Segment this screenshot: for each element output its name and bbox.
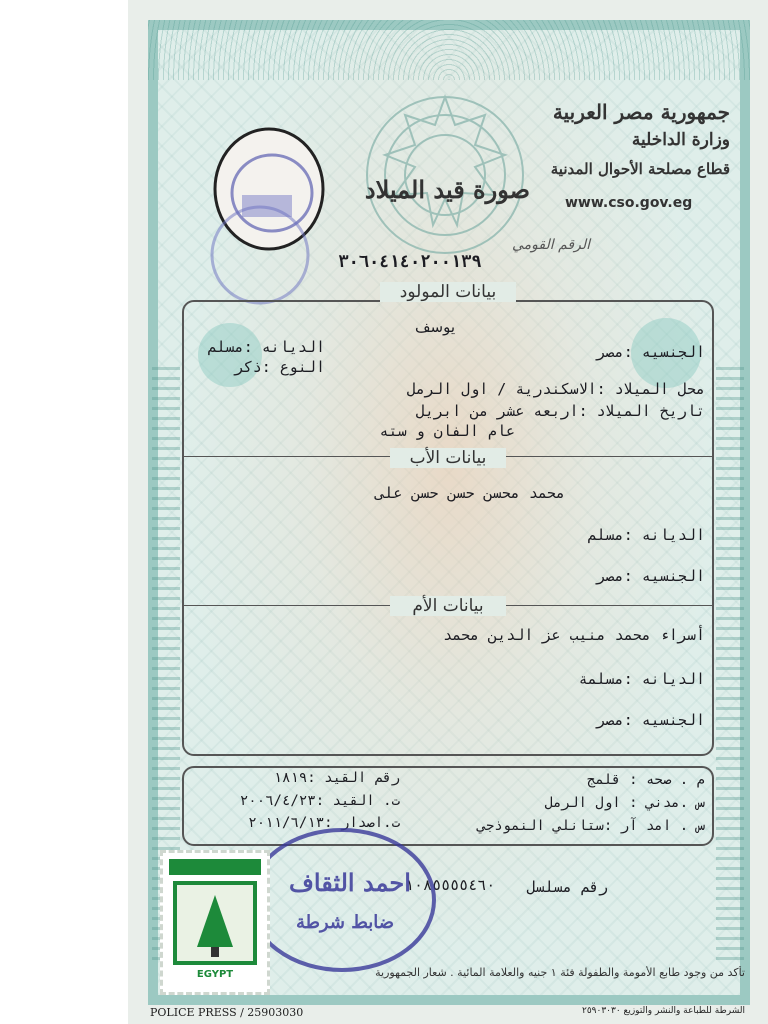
press-imprint: POLICE PRESS / 25903030 bbox=[150, 1006, 304, 1019]
record-number: رقم القيد :١٨١٩ bbox=[273, 770, 400, 786]
revenue-stamp bbox=[160, 850, 270, 995]
father-name: محمد محسن حسن حسن على bbox=[375, 484, 565, 502]
mother-religion: الديانه :مسلمة bbox=[578, 670, 705, 688]
issue-date: ت.اصدار :٢٠١١/٦/١٣ bbox=[248, 815, 400, 831]
newborn-religion: الديانه :مسلم bbox=[207, 338, 325, 356]
right-security-band bbox=[716, 360, 744, 960]
newborn-section-title: بيانات المولود bbox=[380, 282, 516, 302]
mother-name: أسراء محمد منيب عز الدين محمد bbox=[443, 626, 705, 644]
police-seal-icon bbox=[245, 825, 440, 975]
father-section-title: بيانات الأب bbox=[390, 448, 506, 468]
newborn-nationality: الجنسيه :مصر bbox=[596, 343, 705, 361]
father-nationality: الجنسيه :مصر bbox=[596, 567, 705, 585]
civil-office: س .مدني : اول الرمل bbox=[544, 795, 705, 811]
ministry-name: وزارة الداخلية bbox=[631, 130, 730, 150]
newborn-birthplace: محل الميلاد :الاسكندرية / اول الرمل bbox=[406, 380, 705, 398]
document-title: صورة قيد الميلاد bbox=[364, 175, 530, 204]
country-name: جمهورية مصر العربية bbox=[552, 100, 730, 124]
father-religion: الديانه :مسلم bbox=[587, 526, 705, 544]
stamp-tree-icon bbox=[173, 881, 257, 965]
record-date: ت. القيد :٢٠٠٦/٤/٢٣ bbox=[239, 793, 400, 809]
seal-officer-rank: ضابط شرطة bbox=[295, 912, 395, 933]
serial-number: ١٠٨٥٥٥٥٤٦٠ bbox=[405, 876, 496, 894]
top-guilloche-border bbox=[148, 20, 750, 80]
sector-name: قطاع مصلحة الأحوال المدنية bbox=[550, 160, 730, 178]
ministry-seal-icon bbox=[205, 200, 315, 310]
newborn-birthdate: تاريخ الميلاد :اربعه عشر من ابريل bbox=[416, 402, 705, 420]
health-office: م . صحه : قلمج bbox=[586, 772, 705, 788]
newborn-gender: النوع :ذكر bbox=[234, 358, 325, 376]
seal-officer-name: احمد الثقاف bbox=[289, 868, 411, 897]
serial-label: رقم مسلسل bbox=[526, 878, 608, 896]
mother-nationality: الجنسيه :مصر bbox=[596, 711, 705, 729]
website-url: www.cso.gov.eg bbox=[565, 195, 693, 211]
newborn-name: يوسف bbox=[414, 318, 456, 336]
national-id-value: ٣٠٦٠٤١٤٠٢٠٠١٣٩ bbox=[338, 252, 482, 272]
mother-section-title: بيانات الأم bbox=[390, 596, 506, 616]
secretary-office: س . امد آر :ستانلي النموذجي bbox=[477, 818, 705, 834]
national-id-label: الرقم القومي bbox=[512, 237, 590, 253]
stamp-country: EGYPT bbox=[196, 969, 234, 980]
scan-margin bbox=[0, 0, 128, 1024]
footer-notice: تأكد من وجود طابع الأمومة والطفولة فئة ١ جنيه والعلامة المائية . شعار الجمهورية bbox=[375, 966, 745, 979]
press-imprint-arabic: الشرطة للطباعة والنشر والتوزيع ٢٥٩٠٣٠٣٠ bbox=[582, 1006, 745, 1016]
newborn-birthyear: عام الفان و سته bbox=[379, 422, 515, 440]
